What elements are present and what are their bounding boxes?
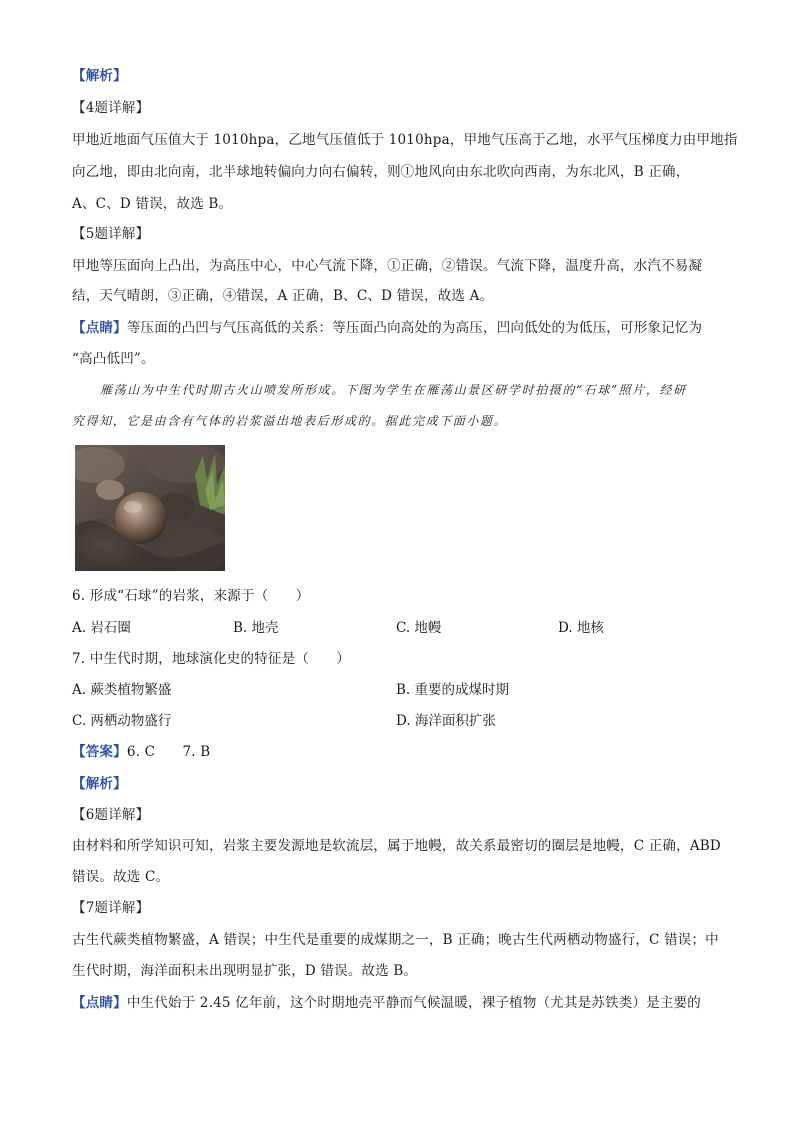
answer-text: 6. C 7. B bbox=[126, 744, 211, 760]
q6-detail-heading: 【6题详解】 bbox=[72, 807, 150, 823]
q6-explanation-line-1: 由材料和所学知识可知，岩浆主要发源地是软流层，属于地幔，故关系最密切的圈层是地幔，C 正确，ABD bbox=[72, 838, 721, 854]
q5-explanation-line-2: 结，天气晴朗，③正确，④错误，A 正确，B、C、D 错误，故选 A。 bbox=[72, 288, 494, 304]
q7-explanation-line-1: 古生代蕨类植物繁盛，A 错误；中生代是重要的成煤期之一，B 正确；晚古生代两栖动物盛行，C 错误；中 bbox=[72, 932, 719, 948]
tip-line-3 bbox=[72, 993, 722, 1013]
material-paragraph-line-2: 究得知，它是由含有气体的岩浆溢出地表后形成的。据此完成下面小题。 bbox=[72, 414, 508, 428]
tip-line-1 bbox=[72, 318, 722, 338]
material-paragraph-line-1: 雁荡山为中生代时期古火山喷发所形成。下图为学生在雁荡山景区研学时拍摄的“石球”照片，经研 bbox=[100, 383, 687, 397]
q6-option-c: C. 地幔 bbox=[396, 620, 442, 636]
q5-detail-heading: 【5题详解】 bbox=[72, 226, 150, 242]
answer-line bbox=[72, 742, 722, 762]
q7-option-b: B. 重要的成煤时期 bbox=[396, 682, 510, 698]
q7-explanation-line-2: 生代时期，海洋面积未出现明显扩张，D 错误。故选 B。 bbox=[72, 963, 418, 979]
stone-ball-photo-image bbox=[75, 445, 225, 571]
question-6: 6. 形成“石球”的岩浆，来源于（ ） bbox=[72, 588, 310, 604]
q7-option-d: D. 海洋面积扩张 bbox=[396, 713, 496, 729]
q6-option-b: B. 地壳 bbox=[233, 620, 279, 636]
q4-explanation-line-2: 向乙地，即由北向南，北半球地转偏向力向右偏转，则①地风向由东北吹向西南，为东北风，B 正确， bbox=[72, 164, 690, 180]
q4-explanation-line-1: 甲地近地面气压值大于 1010hpa，乙地气压值低于 1010hpa，甲地气压高于乙地，水平气压梯度力由甲地指 bbox=[72, 132, 738, 148]
q7-option-a: A. 蕨类植物繁盛 bbox=[72, 682, 172, 698]
q5-explanation-line-1: 甲地等压面向上凸出，为高压中心，中心气流下降，①正确，②错误。气流下降，温度升高，水汽不易凝 bbox=[72, 258, 703, 274]
analysis-heading: 【解析】 bbox=[72, 68, 127, 84]
q6-option-d: D. 地核 bbox=[558, 620, 604, 636]
q6-option-a: A. 岩石圈 bbox=[72, 620, 131, 636]
q7-option-c: C. 两栖动物盛行 bbox=[72, 713, 172, 729]
q7-detail-heading: 【7题详解】 bbox=[72, 900, 150, 916]
q4-explanation-line-3: A、C、D 错误，故选 B。 bbox=[72, 196, 233, 212]
tip-tag: 【点睛】 bbox=[72, 320, 127, 336]
q6-explanation-line-2: 错误。故选 C。 bbox=[72, 869, 170, 885]
analysis-heading-2: 【解析】 bbox=[72, 776, 127, 792]
tip-text-1: 等压面的凸凹与气压高低的关系：等压面凸向高处的为高压，凹向低处的为低压，可形象记忆为 bbox=[126, 320, 703, 336]
tip-text-3: 中生代始于 2.45 亿年前，这个时期地壳平静而气候温暖，裸子植物（尤其是苏铁类）是主要的 bbox=[126, 995, 701, 1011]
tip-tag-2: 【点睛】 bbox=[72, 995, 127, 1011]
question-7: 7. 中生代时期，地球演化史的特征是（ ） bbox=[72, 651, 351, 667]
tip-line-2: “高凸低凹”。 bbox=[72, 351, 155, 367]
stone-ball-photo bbox=[75, 445, 225, 571]
answer-tag: 【答案】 bbox=[72, 744, 127, 760]
q4-detail-heading: 【4题详解】 bbox=[72, 100, 150, 116]
